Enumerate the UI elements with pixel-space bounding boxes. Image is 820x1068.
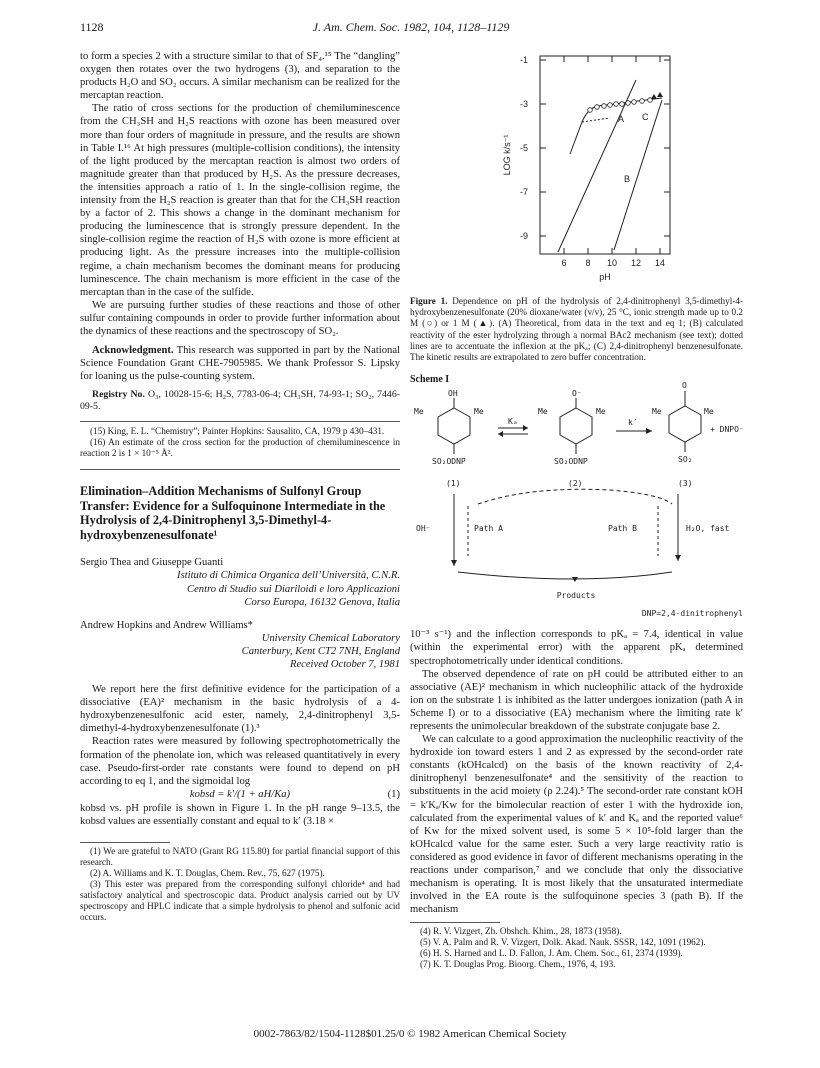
- article-title: Elimination–Addition Mechanisms of Sulfonyl Group Transfer: Evidence for a Sulfoquinone Intermediate in the Hydrolysis of 2,4-Dinitrophenyl 3,5-Dimethyl-4-hydroxybenzenesulfonate¹: [80, 484, 386, 542]
- affil-line: Canterbury, Kent CT2 7NH, England: [241, 645, 400, 657]
- equation-text: kobsd = k′/(1 + aH/Ka): [189, 788, 291, 800]
- footnote-6: (6) H. S. Harned and L. D. Fallon, J. Am. Chem. Soc., 61, 2374 (1939).: [420, 948, 683, 959]
- data-point: [640, 99, 645, 104]
- article-divider: [80, 469, 400, 470]
- oh-label: OH: [448, 389, 458, 399]
- affil-line: Corso Europa, 16132 Genova, Italia: [244, 596, 400, 608]
- quinone-ring-3: [669, 406, 701, 442]
- left-column: [80, 50, 400, 923]
- affil-line: Centro di Studio sui Diariloidi e loro Applicazioni: [187, 583, 400, 595]
- paragraph: to form a species 2 with a structure similar to that of SF₄.¹⁵ The “dangling” oxygen then rotates over the two hydrogens (3), and separation to the products H₂O and SO₂ occurs. A similar mechanism can be realized for the mercaptan reaction.: [80, 51, 400, 102]
- ka-label: Kₐ: [508, 417, 518, 427]
- data-point: [614, 102, 619, 107]
- so2odnp-label: SO₂ODNP: [554, 457, 588, 467]
- products-bracket: [458, 572, 672, 579]
- right-column: [410, 50, 743, 970]
- h2o-fast-label: H₂O, fast: [686, 524, 730, 534]
- footnote-16: (16) An estimate of the cross section for the production of chemiluminescence in reaction 2 is 1 × 10⁻⁵ Å².: [80, 437, 400, 459]
- affil-line: Istituto di Chimica Organica dell’Università, C.N.R.: [177, 570, 400, 582]
- arrowhead: [572, 577, 578, 582]
- footnote-7: (7) K. T. Douglas Prog. Bioorg. Chem., 1976, 4, 193.: [420, 959, 616, 970]
- x-axis-ticks: [564, 56, 660, 254]
- caption-label: Figure 1.: [410, 296, 448, 306]
- arrowhead: [498, 431, 503, 437]
- y-tick-label: -7: [519, 187, 528, 197]
- dnp-definition: DNP=2,4-dinitrophenyl: [641, 609, 743, 619]
- y-axis-label: LOG k/s⁻¹: [502, 134, 512, 176]
- products-label: Products: [556, 591, 596, 601]
- running-header: [80, 20, 742, 36]
- footnote-1: (1) We are grateful to NATO (Grant RG 115.80) for partial financial support of this research.: [80, 846, 400, 868]
- arrowhead: [646, 428, 652, 434]
- data-point-triangle: [657, 92, 663, 97]
- data-point-triangle: [651, 94, 657, 99]
- oh-minus-label: OH⁻: [416, 524, 431, 534]
- benzene-ring-2: [560, 408, 592, 444]
- journal-citation: J. Am. Chem. Soc. 1982, 104, 1128–1129: [312, 20, 510, 34]
- compound-number-2: (2): [568, 479, 583, 489]
- figure-caption: [410, 296, 743, 363]
- data-point: [620, 102, 625, 107]
- data-point: [626, 101, 631, 106]
- registry-heading: Registry No.: [92, 389, 145, 401]
- me-label: Me: [414, 407, 424, 417]
- equation-1: [80, 788, 400, 802]
- affiliation-1: [80, 569, 400, 608]
- y-tick-label: -1: [519, 55, 528, 65]
- ph-rate-profile-chart: [410, 50, 743, 292]
- arrowhead: [451, 560, 457, 566]
- arrowhead: [523, 425, 528, 431]
- x-axis-label: pH: [599, 272, 611, 282]
- paragraph: We report here the first definitive evidence for the participation of a dissociative (EA)² mechanism in the basic hydrolysis of a 4-hydroxybenzenesulfonic acid ester, namely, 2,4-dinitrophenyl 3,5-dimethyl-4-hydroxybenzenesulfonate (1).³: [80, 684, 400, 735]
- caption-text: Dependence on pH of the hydrolysis of 2,4-dinitrophenyl 3,5-dimethyl-4-hydroxybenzenesulfonate (20% dioxane/water (v/v), 25 °C, ionic strength made up to 0.2 M (○) or 1 M (▲). (A) Theoretical, from data in the text and eq 1; (B) calculated reactivity of the ester hydrolyzing through a normal BAc2 mechanism (see text); dotted lines are to accentuate the inflexion at the pKₐ; (C) 2,4-dinitrophenyl benzenesulfonate. The kinetic results are extrapolated to zero buffer concentration.: [410, 296, 743, 363]
- data-point: [588, 108, 593, 113]
- scheme-i-diagram: [410, 381, 744, 626]
- authors-2: Andrew Hopkins and Andrew Williams*: [80, 619, 253, 631]
- data-point: [595, 105, 600, 110]
- page-footer: 0002-7863/82/1504-1128$01.25/0 © 1982 American Chemical Society: [253, 1028, 567, 1040]
- ack-heading: Acknowledgment.: [92, 345, 174, 357]
- curve-label-a: A: [618, 114, 625, 124]
- me-label: Me: [538, 407, 548, 417]
- me-label: Me: [704, 407, 714, 417]
- paragraph: 10⁻³ s⁻¹) and the inflection corresponds to pKₐ = 7.4, identical in value (within the experimental error) with the apparent pKₐ determined spectrophotometrically under identical conditions.: [410, 629, 743, 667]
- registry-text: O₃, 10028-15-6; H₂S, 7783-06-4; CH₃SH, 74-93-1; SO₂, 7446-09-5.: [80, 389, 400, 413]
- footnotes-top: [80, 426, 400, 459]
- footnote-divider: [80, 842, 170, 843]
- data-point: [632, 100, 637, 105]
- footnotes-bottom-right: [410, 926, 743, 970]
- x-tick-label: 6: [561, 258, 567, 268]
- footnote-2: (2) A. Williams and K. T. Douglas, Chem. Rev., 75, 627 (1975).: [90, 868, 325, 879]
- paragraph: The ratio of cross sections for the production of chemiluminescence from the CH₃SH and H₂S reactions with ozone has been measured over more than four orders of magnitude in pressure, and the results are shown in Table I.¹⁶ At high pressures (multiple-collision conditions), the intensity of the light produced by the mercaptan reaction is almost two orders of magnitude greater than that produced by H₂S. As the pressure decreases, the intensities approach a ratio of 1. In the single-collision regime, the intensity from the H₂S reaction is greater than that for the CH₃SH reaction by a factor of 2. This shows a change in the dominant mechanism for producing the luminescence that is strongly pressure dependent. In the single-collision regime the reaction of H₂S with ozone is more efficient at producing light. As the pressure increases into the multiple-collision regime, a chain mechanism becomes the dominant means for producing luminescence. The chain mechanism is more efficient in the case of the mercaptan than in the case of the sulfide.: [80, 103, 400, 298]
- y-tick-label: -3: [519, 99, 528, 109]
- authors-1: Sergio Thea and Giuseppe Guanti: [80, 557, 224, 569]
- paragraph: kobsd vs. pH profile is shown in Figure 1. In the pH range 9–13.5, the kobsd values are essentially constant and equal to k′ (3.18 ×: [80, 802, 400, 827]
- plot-frame: [540, 56, 670, 254]
- paragraph: We are pursuing further studies of these reactions and those of other sulfur containing compounds in order to provide further information about the dynamics of these reactions and the spectroscopy of SO₂.: [80, 299, 400, 337]
- ack-text: This research was supported in part by the National Science Foundation Grant CHE-7905985. We thank Professor S. Lipsky for loaning us the pulse-counting system.: [80, 345, 400, 383]
- received-date: Received October 7, 1981: [289, 659, 400, 670]
- paragraph: Reaction rates were measured by following spectrophotometrically the formation of the phenolate ion, which was released quantitatively in every case. Pseudo-first-order rate constants were found to depend on pH according to eq 1, and the sigmoidal log: [80, 736, 400, 787]
- page-number: 1128: [80, 20, 104, 34]
- x-tick-label: 10: [606, 258, 618, 268]
- footnotes-bottom-left: [80, 846, 400, 923]
- o-label: O: [682, 381, 687, 391]
- so2-label: SO₂: [678, 455, 693, 465]
- x-tick-label: 8: [585, 258, 591, 268]
- path-a-label: Path A: [474, 524, 503, 534]
- me-label: Me: [652, 407, 662, 417]
- footnote-divider: [410, 922, 500, 923]
- curve-label-c: C: [642, 112, 649, 122]
- dnpo-label: + DNPO⁻: [710, 425, 744, 435]
- footnote-5: (5) V. A. Palm and R. V. Vizgert, Dolk. Akad. Nauk. SSSR, 142, 1091 (1962).: [420, 937, 706, 948]
- dashed-connector: [478, 490, 672, 505]
- ominus-label: O⁻: [572, 389, 582, 399]
- compound-number-3: (3): [678, 479, 693, 489]
- x-tick-label: 12: [630, 258, 642, 268]
- equation-number: (1): [387, 788, 400, 800]
- y-tick-label: -5: [519, 143, 528, 153]
- footnote-3: (3) This ester was prepared from the corresponding sulfonyl chloride⁴ and had satisfactory analytical and spectroscopic data. Product analysis carried out by UV spectroscopy and HPLC indicate that a simple hydrolysis to phenol and sulfonic acid occurs.: [80, 879, 400, 923]
- me-label: Me: [474, 407, 484, 417]
- footnote-4: (4) R. V. Vizgert, Zh. Obshch. Khim., 28, 1873 (1958).: [420, 926, 622, 937]
- scheme-label: Scheme I: [410, 374, 450, 386]
- registry-numbers: [80, 389, 400, 413]
- inflection-dotted-line: [582, 118, 610, 122]
- path-b-label: Path B: [608, 524, 637, 534]
- paragraph: The observed dependence of rate on pH could be attributed either to an associative (AE)² mechanism in which nucleophilic attack of the hydroxide ion on the substrate 1 is inhibited as the latter undergoes ionization (path A in Scheme I) or to a dissociative (EA) mechanism where the limiting rate k′ represents the unimolecular breakdown of the substrate conjugate base 2.: [410, 668, 743, 732]
- benzene-ring-1: [438, 408, 470, 444]
- affil-line: University Chemical Laboratory: [261, 632, 400, 644]
- so2odnp-label: SO₂ODNP: [432, 457, 466, 467]
- data-point: [608, 103, 613, 108]
- y-tick-label: -9: [519, 231, 528, 241]
- data-point: [602, 104, 607, 109]
- acknowledgment: [80, 344, 400, 383]
- me-label: Me: [596, 407, 606, 417]
- compound-number-1: (1): [446, 479, 461, 489]
- curve-label-b: B: [624, 174, 631, 184]
- footnote-15: (15) King, E. L. “Chemistry”; Painter Hopkins: Sausalito, CA, 1979 p 430–431.: [90, 426, 385, 437]
- footnote-divider: [80, 421, 400, 422]
- paragraph: We can calculate to a good approximation the nucleophilic reactivity of the hydroxide ion toward esters 1 and 2 as expressed by the second-order rate constants (kOHcalcd) on the basis of the known reactivity of 2,4-dinitrophenyl benzenesulfonate⁴ and the sensitivity of the reaction to substituents in the acid moiety (ρ 2.24).⁵ The second-order rate constant kOH = k′Kₐ/Kw for the bimolecular reaction of ester 1 with the hydroxide ion, calculated from the experimental values of k′ and Kₐ and the reported value⁶ of Kw for the mixed solvent used, is some 5 × 10⁵-fold larger than the kOHcalcd value for the same ester. Such a very large reactivity ratio is considered as good evidence in favor of different mechanisms operating in the reactions under comparison,⁷ and we conclude that only the dissociative mechanism is operating. It is most likely that the unsaturated intermediate involved in the EA route is the sulfoquinone species 3 (path B). If the mechanism: [410, 734, 743, 916]
- data-points: [588, 98, 653, 113]
- x-tick-label: 14: [654, 258, 666, 268]
- arrowhead: [675, 555, 681, 561]
- affiliation-2: [80, 632, 400, 671]
- kprime-label: k′: [628, 418, 638, 428]
- figure-1: [410, 50, 743, 363]
